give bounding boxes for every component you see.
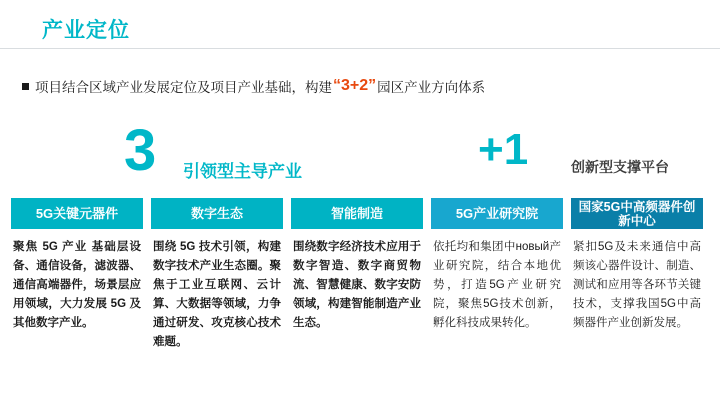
pillar-column-5g-components [11,198,143,352]
pillar-column-national-5g-innovation-center [571,198,703,352]
highlight-plus-one-label: 创新型支撑平台 [571,159,669,175]
pillar-header: 数字生态 [151,198,283,229]
bullet-prefix: 项目结合区域产业发展定位及项目产业基础，构建 [35,80,332,95]
bullet-accent-text: “3+2” [333,77,377,94]
pillar-body: 紧扣5G及未来通信中高频该心器件设计、制造、测试和应用等各环节关键技术，支撑我国5G中高频器件产业创新发展。 [573,241,701,329]
pillar-column-smart-manufacturing [291,198,423,352]
pillar-header: 5G产业研究院 [431,198,563,229]
pillar-body: 围绕数字经济技术应用于数字智造、数字商贸物流、智慧健康、数字安防领域，构建智能制造产业生态。 [293,241,421,329]
pillar-header: 智能制造 [291,198,423,229]
highlight-three-label: 引领型主导产业 [183,162,302,181]
highlight-number-three: 3 [124,118,157,183]
bullet-square-icon [22,83,29,90]
page-title: 产业定位 [42,19,130,42]
pillar-header: 5G关键元器件 [11,198,143,229]
bullet-line [22,76,702,96]
pillar-body: 围绕 5G 技术引领，构建数字技术产业生态圈。聚焦于工业互联网、云计算、大数据等领域，力争通过研发、攻克核心技术难题。 [153,241,281,348]
title-divider [0,48,720,49]
highlight-number-plus-one: +1 [478,125,529,174]
pillar-column-5g-research-institute [431,198,563,352]
pillar-column-digital-ecology [151,198,283,352]
pillar-header: 国家5G中高频器件创新中心 [571,198,703,229]
pillar-columns [11,198,711,352]
pillar-body: 依托均和集团中новый产业研究院，结合本地优势，打造5G产业研究院，聚焦5G技术创新，孵化科技成果转化。 [433,241,561,329]
bullet-suffix: 园区产业方向体系 [377,80,486,95]
pillar-body: 聚焦 5G 产业 基础层设备、通信设备，滤波器、通信高端器件，场景层应用领域，大力发展 5G 及其他数字产业。 [13,241,141,329]
